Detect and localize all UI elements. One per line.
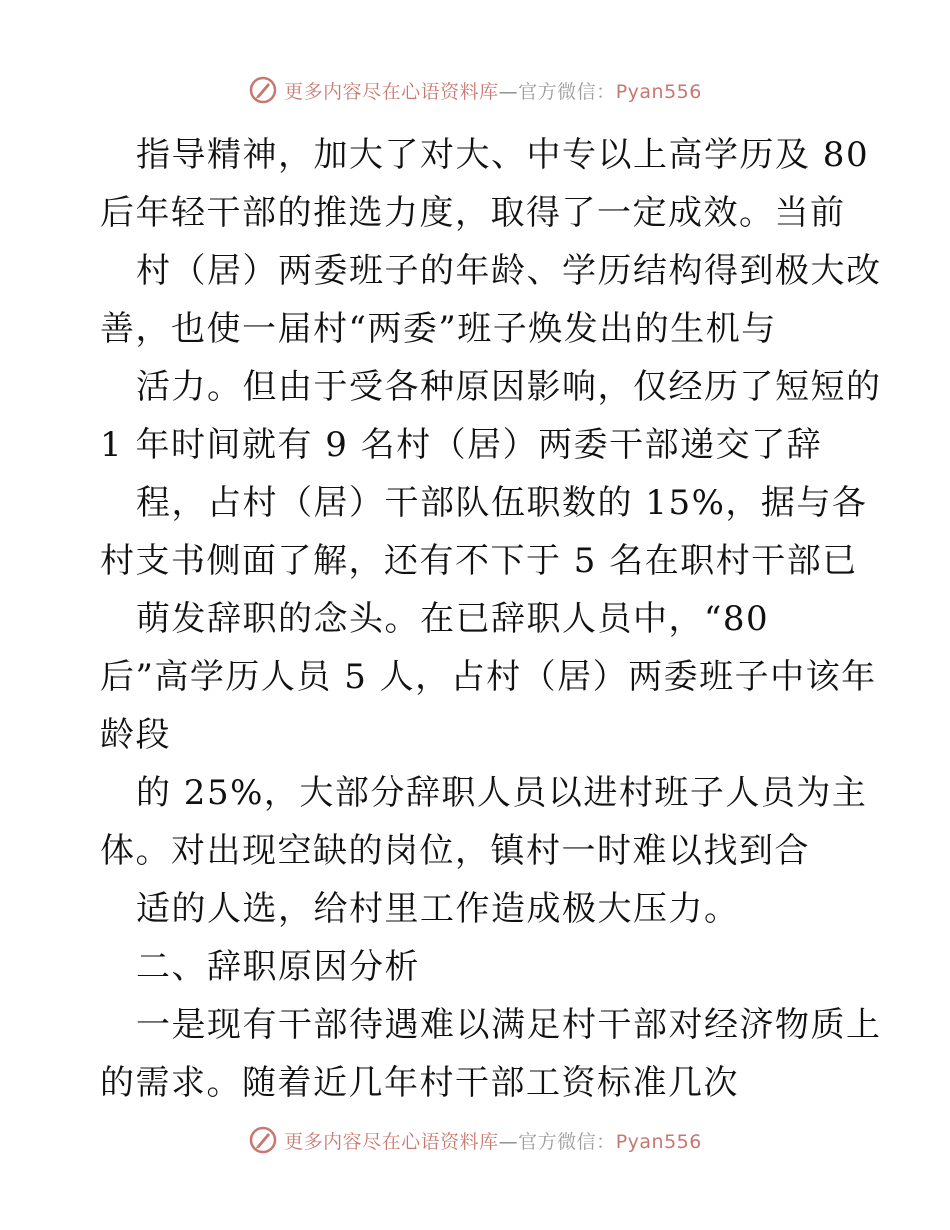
document-body <box>100 126 880 1112</box>
text-line: 龄段 <box>100 715 171 755</box>
quill-pen-logo-icon <box>248 75 278 105</box>
text-line: 村支书侧面了解，还有不下于 5 名在职村干部已 <box>100 541 858 581</box>
text-line: 一是现有干部待遇难以满足村干部对经济物质上 <box>136 1005 882 1045</box>
text-line: 活力。但由于受各种原因影响，仅经历了短短的 <box>136 367 882 407</box>
text-line: 萌发辞职的念头。在已辞职人员中，“80 <box>136 599 770 639</box>
header-watermark <box>0 70 950 110</box>
text-line: 善，也使一届村“两委”班子焕发出的生机与 <box>100 309 777 349</box>
text-line: 村（居）两委班子的年龄、学历结构得到极大改 <box>136 251 882 291</box>
text-line: 指导精神，加大了对大、中专以上高学历及 80 <box>136 135 870 175</box>
text-line: 后年轻干部的推选力度，取得了一定成效。当前 <box>100 193 846 233</box>
watermark-dash: — <box>498 1130 519 1153</box>
text-line: 适的人选，给村里工作造成极大压力。 <box>136 889 740 929</box>
footer-watermark <box>0 1120 950 1160</box>
quill-pen-logo-icon <box>248 1125 278 1155</box>
section-heading: 二、辞职原因分析 <box>136 947 420 987</box>
text-line: 的 25%，大部分辞职人员以进村班子人员为主 <box>136 773 868 813</box>
text-line: 体。对出现空缺的岗位，镇村一时难以找到合 <box>100 831 810 871</box>
watermark-main-text: 更多内容尽在心语资料库 <box>284 1130 499 1153</box>
watermark-official-label: 官方微信： <box>518 80 616 103</box>
text-line: 的需求。随着近几年村干部工资标准几次 <box>100 1063 739 1103</box>
text-line: 后”高学历人员 5 人，占村（居）两委班子中该年 <box>100 657 877 697</box>
watermark-main-text: 更多内容尽在心语资料库 <box>284 80 499 103</box>
watermark-wechat-id: Pyan556 <box>615 1130 702 1153</box>
watermark-dash: — <box>498 80 519 103</box>
text-line: 1 年时间就有 9 名村（居）两委干部递交了辞 <box>100 425 823 465</box>
text-line: 程，占村（居）干部队伍职数的 15%，据与各 <box>136 483 868 523</box>
watermark-wechat-id: Pyan556 <box>615 80 702 103</box>
watermark-official-label: 官方微信： <box>518 1130 616 1153</box>
